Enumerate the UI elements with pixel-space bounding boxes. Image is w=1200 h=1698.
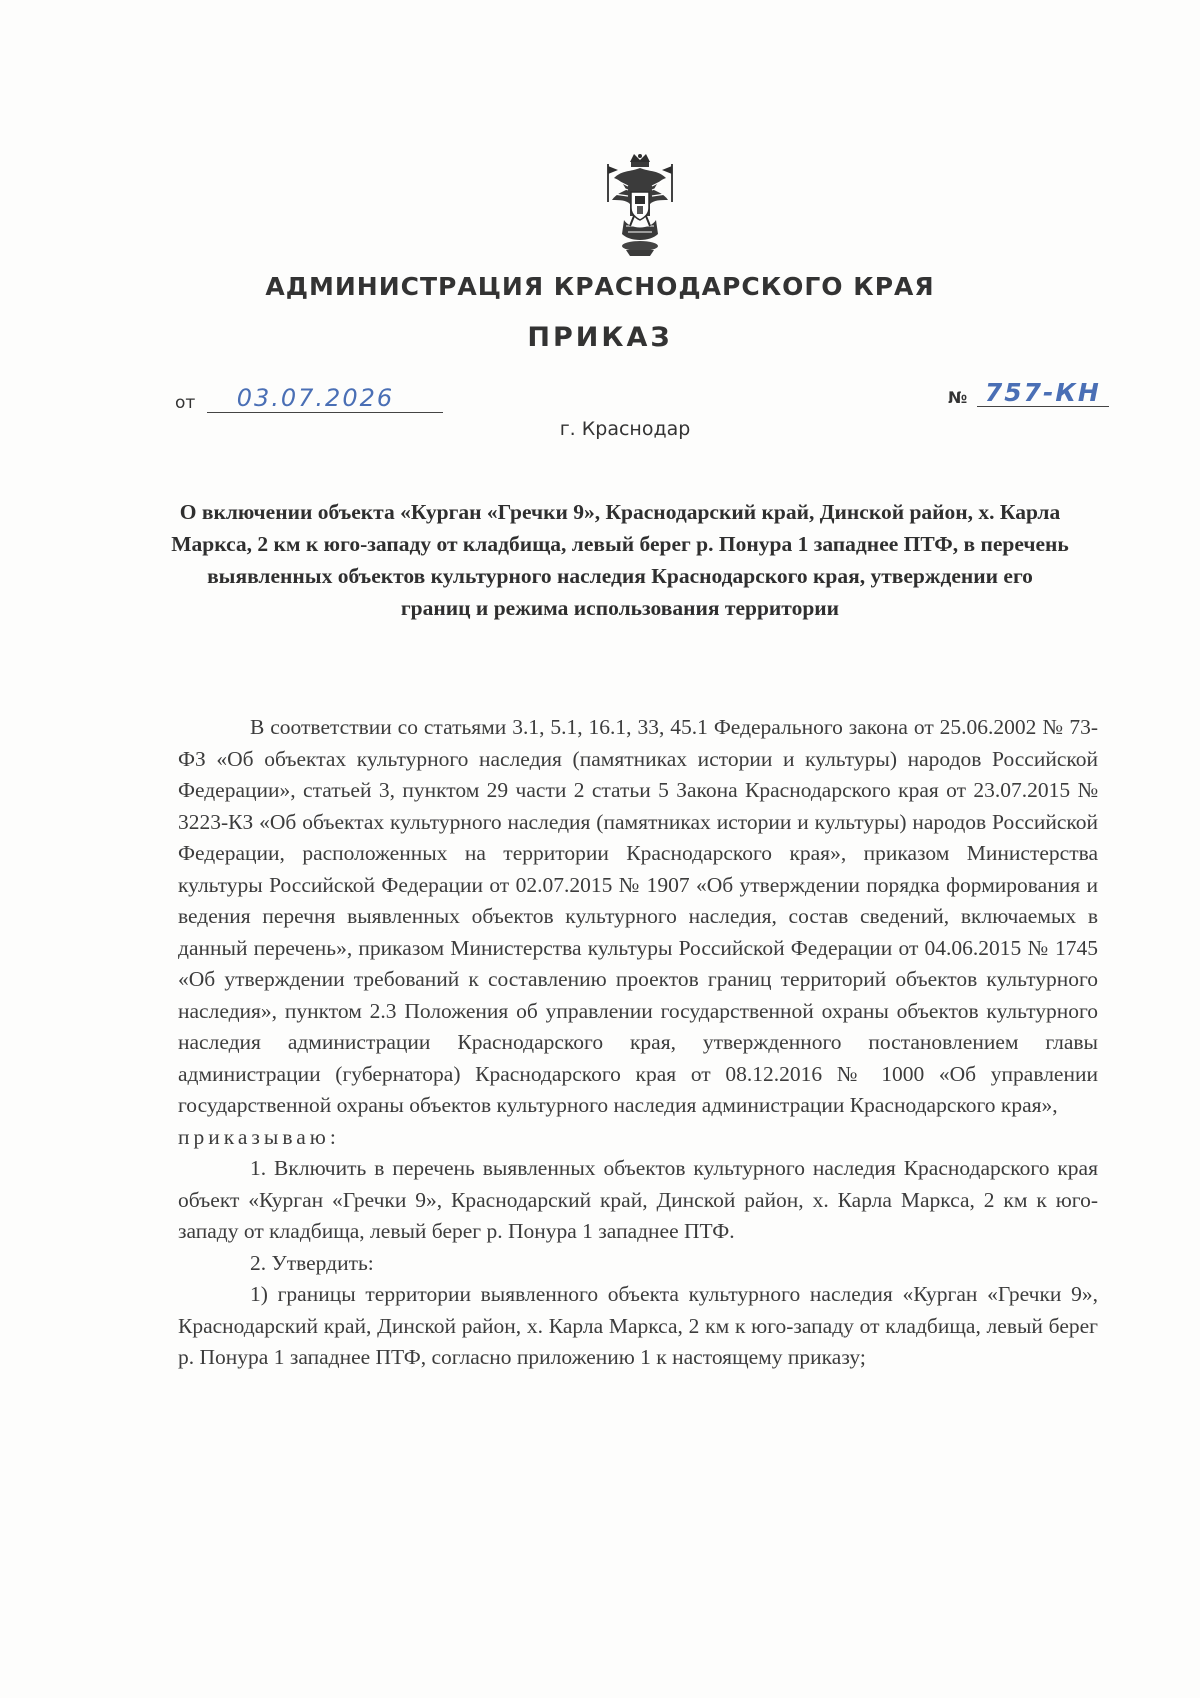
preamble-text: В соответствии со статьями 3.1, 5.1, 16.1, 33, 45.1 Федерального закона от 25.06.2002 № 73-ФЗ «Об объектах культурного наследия (памятниках истории и культуры) народов Российской Федерации», статьей 3, пунктом 29 части 2 статьи 5 Закона Краснодарского края от 23.07.2015 № 3223-КЗ «Об объектах культурного наследия (памятниках истории и культуры) народов Российской Федерации, расположенных на территории Краснодарского края», приказом Министерства культуры Российской Федерации от 02.07.2015 № 1907 «Об утверждении порядка формирования и ведения перечня выявленных объектов культурного наследия, состав сведений, включаемых в данный перечень», приказом Министерства культуры Российской Федерации от 04.06.2015 № 1745 «Об утверждении требований к составлению проектов границ территорий объектов культурного наследия», пунктом 2.3 Положения об управлении государственной охраны объектов культурного наследия администрации Краснодарского края, утвержденного постановлением главы администрации (губернатора) Краснодарского края от 08.12.2016 № 1000 «Об управлении государственной охраны объектов культурного наследия администрации Краснодарского края», bbox=[178, 715, 1098, 1117]
handwritten-number: 757-КН bbox=[984, 378, 1101, 407]
handwritten-date: 03.07.2026 bbox=[236, 384, 395, 412]
item-2: 2. Утвердить: bbox=[250, 1250, 374, 1275]
item-2-1: 1) границы территории выявленного объекта культурного наследия «Курган «Гречки 9», Краснодарский край, Динской район, х. Карла Маркса, 2 км к юго-западу от кладбища, левый берег р. Понура 1 западнее ПТФ, согласно приложению 1 к настоящему приказу; bbox=[178, 1282, 1098, 1369]
order-number bbox=[948, 378, 1109, 407]
order-subject: О включении объекта «Курган «Гречки 9», Краснодарский край, Динской район, х. Карла Маркса, 2 км к юго-западу от кладбища, левый берег р. Понура 1 западнее ПТФ, в перечень выявленных объектов культурного наследия Краснодарского края, утверждении его границ и режима использования территории bbox=[171, 500, 1069, 620]
number-prefix: № bbox=[948, 388, 968, 407]
order-body bbox=[178, 712, 1098, 1374]
coat-of-arms-icon bbox=[600, 150, 680, 260]
organization-title: АДМИНИСТРАЦИЯ КРАСНОДАРСКОГО КРАЯ bbox=[265, 272, 935, 301]
date-prefix: от bbox=[175, 393, 196, 413]
item-1: 1. Включить в перечень выявленных объектов культурного наследия Краснодарского края объект «Курган «Гречки 9», Краснодарский край, Динской район, х. Карла Маркса, 2 км к юго-западу от кладбища, левый берег р. Понура 1 западнее ПТФ. bbox=[178, 1156, 1098, 1243]
city-name: г. Краснодар bbox=[559, 418, 691, 440]
preamble-paragraph bbox=[178, 712, 1098, 1122]
order-word: приказываю: bbox=[178, 1124, 340, 1149]
date-line bbox=[207, 384, 443, 413]
order-date bbox=[175, 384, 443, 413]
number-line bbox=[977, 378, 1109, 407]
document-type-title: ПРИКАЗ bbox=[527, 322, 673, 353]
